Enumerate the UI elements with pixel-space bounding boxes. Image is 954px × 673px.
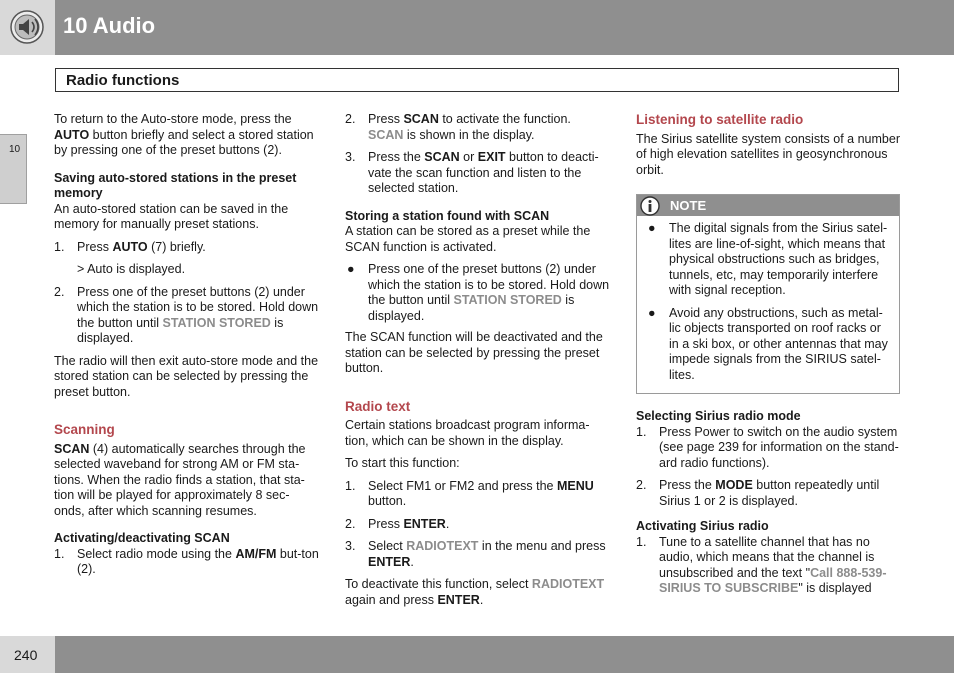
text-column-2 [345,112,611,615]
side-tab-label: 10 [9,144,21,155]
bullet-icon: ● [648,305,656,320]
paragraph: An auto-stored station can be saved in the memory for manually preset stations. [54,201,289,231]
subheading: Activating Sirius radio [636,519,769,533]
paragraph: SCAN (4) automatically searches through the selected waveband for strong AM or FM sta-tions. When the radio finds a station, that sta-tion will be played for approximately 8 sec-onds, after which scanning resumes. [54,441,306,518]
bullet-icon: ● [347,262,355,276]
bullet-item: ● Avoid any obstructions, such as metal-lic objects transported on roof racks or in a ski box, or other antennas that may impede signals from the SIRIUS satel-lites. [648,305,888,382]
list-item: 3. Select RADIOTEXT in the menu and press ENTER. [345,539,606,569]
subheading: Storing a station found with SCAN [345,208,550,223]
list-item: 1. Select radio mode using the AM/FM but-ton (2). [54,546,319,576]
text-column-1 [54,112,319,585]
chapter-icon-box [0,0,55,55]
bullet-item: ● The digital signals from the Sirius satel-lites are line-of-sight, which means that physical obstructions such as bridges, tunnels, etc, may temporarily interfere with signal reception. [648,221,888,297]
paragraph: Certain stations broadcast program informa-tion, which can be shown in the display. [345,418,590,448]
list-item: 2. Press SCAN to activate the function. SCAN is shown in the display. [345,112,571,142]
list-item: 1. Select FM1 or FM2 and press the MENU button. [345,478,594,508]
chapter-title: 10 Audio [63,13,156,38]
info-icon [639,195,661,217]
chapter-header-bar [0,0,954,55]
paragraph: To return to the Auto-store mode, press the AUTO button briefly and select a stored station by pressing one of the preset buttons (2). [54,112,314,157]
paragraph: To deactivate this function, select RADIOTEXT again and press ENTER. [345,577,605,607]
page-number-box [0,636,55,673]
paragraph: A station can be stored as a preset while the SCAN function is activated. [345,224,591,254]
list-item: 2. Press one of the preset buttons (2) under which the station is to be stored. Hold down the button until STATION STORED is displayed. [54,284,319,345]
chapter-side-tab[interactable] [0,134,27,204]
subheading: Activating/deactivating SCAN [54,531,230,545]
bullet-icon: ● [648,221,656,235]
list-item: 2. Press the MODE button repeatedly until Sirius 1 or 2 is displayed. [636,478,880,508]
paragraph: The Sirius satellite system consists of a number of high elevation satellites in geosynchronous orbit. [636,131,900,177]
text-column-3 [636,112,900,604]
paragraph: The SCAN function will be deactivated and the station can be selected by pressing the preset button. [345,330,603,375]
note-label: NOTE [670,198,707,213]
section-heading: Radio text [345,398,411,414]
note-body [637,216,899,393]
section-title: Radio functions [66,72,180,89]
list-item: 2. Press ENTER. [345,516,450,531]
note-box [636,194,900,394]
subheading: Saving auto-stored stations in the preset memory [54,170,297,200]
footer-bar [0,636,954,673]
list-result: > Auto is displayed. [77,262,186,276]
list-item: 1. Press Power to switch on the audio system (see page 239 for information on the stand-ard radio functions). [636,424,899,470]
section-heading: Listening to satellite radio [636,112,804,127]
list-item: 3. Press the SCAN or EXIT button to deacti-vate the scan function and listen to the selected station. [345,150,599,195]
speaker-icon [9,9,45,45]
paragraph: To start this function: [345,456,460,470]
page-number: 240 [14,647,38,663]
bullet-item: ● Press one of the preset buttons (2) under which the station is to be stored. Hold down the button until STATION STORED is displayed. [347,262,610,323]
paragraph: The radio will then exit auto-store mode and the stored station can be selected by pressing the preset button. [54,353,319,399]
list-item: 1. Tune to a satellite channel that has no audio, which means that the channel is unsubscribed and the text "Call 888-539-SIRIUS TO SUBSCRIBE" is displayed [636,534,887,595]
section-heading: Scanning [54,422,115,437]
section-title-bar [55,68,899,92]
list-item: 1. Press AUTO (7) briefly. [54,239,206,254]
subheading: Selecting Sirius radio mode [636,409,801,423]
note-header [637,195,899,216]
